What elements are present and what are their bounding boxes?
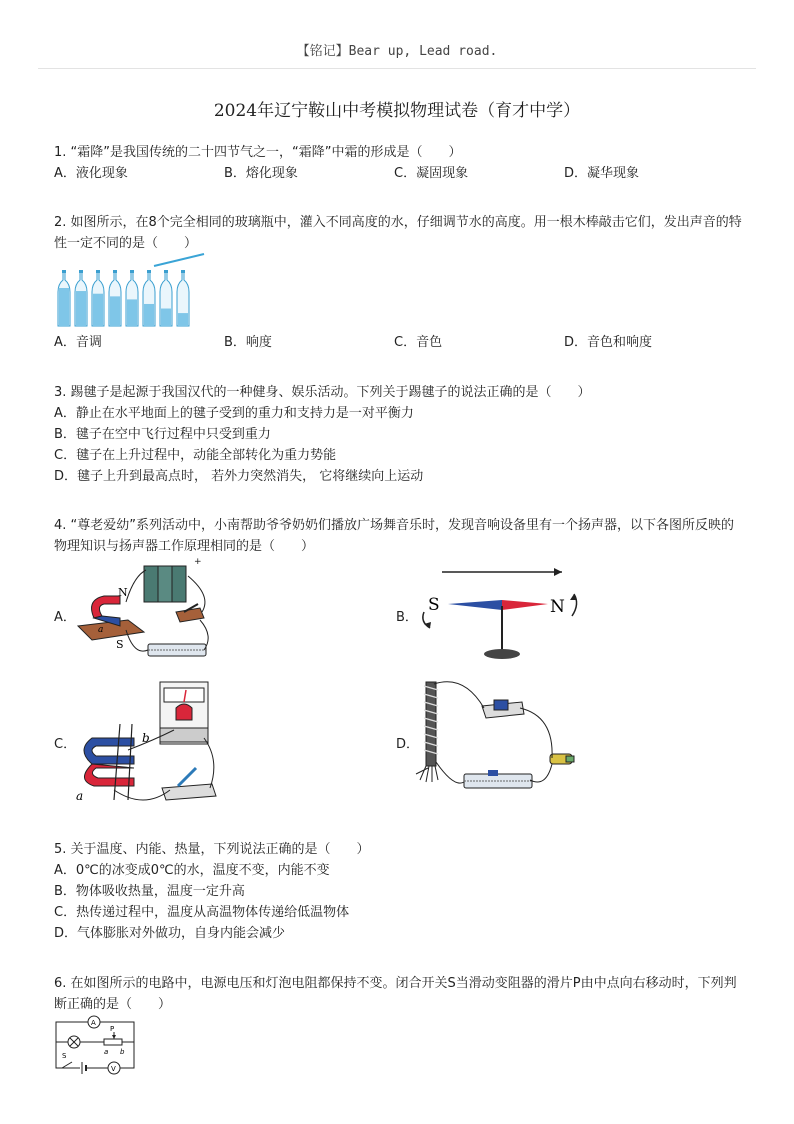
bottle-cap	[96, 270, 100, 273]
bottles-figure	[54, 252, 214, 330]
rod-a-label: a	[98, 625, 104, 635]
bottle-water	[161, 309, 171, 326]
bottle-cap	[181, 270, 185, 273]
bottle-cap	[113, 270, 117, 273]
end-a-label: a	[104, 1048, 109, 1056]
bottle-water	[178, 313, 188, 326]
bottle-cap	[147, 270, 151, 273]
question-2-options	[54, 332, 744, 353]
q4-option-d[interactable]: D．	[396, 737, 420, 752]
q3-option-d[interactable]: D．毽子上升到最高点时， 若外力突然消失， 它将继续向上运动	[54, 469, 424, 484]
page-title: 2024年辽宁鞍山中考模拟物理试卷（育才中学）	[213, 101, 581, 121]
mallet-stick	[154, 254, 204, 266]
bottle-water	[76, 291, 86, 326]
q6-circuit-diagram	[54, 1014, 138, 1074]
q2-option-d[interactable]: D．音色和响度	[564, 335, 653, 350]
q1-option-c[interactable]: C．凝固现象	[394, 166, 469, 181]
q5-option-c[interactable]: C．热传递过程中，温度从高温物体传递给低温物体	[54, 905, 350, 920]
bottle-row	[58, 270, 189, 326]
ammeter-label: A	[91, 1019, 96, 1027]
q1-option-a[interactable]: A．液化现象	[54, 166, 128, 181]
q1-option-b[interactable]: B．熔化现象	[224, 166, 298, 181]
bottle-cap	[79, 270, 83, 273]
bottle-cap	[130, 270, 134, 273]
bottle-water	[59, 288, 69, 326]
switch-s-label: S	[62, 1052, 67, 1060]
q4-figure-c-induction	[74, 680, 220, 806]
bottle-water	[144, 304, 154, 326]
slider-p-label: P	[110, 1025, 115, 1033]
q2-option-a[interactable]: A．音调	[54, 335, 102, 350]
pole-s-label: S	[116, 638, 124, 651]
q2-option-c[interactable]: C．音色	[394, 335, 443, 350]
q3-option-a[interactable]: A．静止在水平地面上的毽子受到的重力和支持力是一对平衡力	[54, 406, 414, 421]
q5-option-a[interactable]: A．0℃的冰变成0℃的水，温度不变，内能不变	[54, 863, 330, 878]
end-b-label: b	[120, 1048, 125, 1056]
q5-option-d[interactable]: D．气体膨胀对外做功，自身内能会减少	[54, 926, 286, 941]
battery-plus-label: +	[194, 557, 202, 567]
needle-n-label: N	[550, 597, 565, 617]
question-1-stem: 1. “霜降”是我国传统的二十四节气之一，“霜降”中霜的形成是（ ）	[54, 145, 462, 160]
question-6-stem: 6. 在如图所示的电路中，电源电压和灯泡电阻都保持不变。闭合开关S当滑动变阻器的滑片P由中点向右移动时，下列判断正确的是（ ）	[54, 976, 737, 1012]
q4-figure-a-motor	[76, 556, 216, 668]
q4-option-b[interactable]: B．	[396, 610, 418, 625]
bottle-water	[110, 296, 120, 326]
voltmeter-label: V	[111, 1065, 116, 1073]
question-1-options	[54, 163, 744, 184]
wire-a-label: a	[76, 789, 84, 803]
q4-figure-d-electromagnet	[414, 676, 584, 806]
q4-option-c[interactable]: C．	[54, 737, 77, 752]
q4-figure-b-compass	[414, 566, 584, 666]
bottle-cap	[62, 270, 66, 273]
pole-n-label: N	[118, 586, 128, 599]
question-4-stem: 4. “尊老爱幼”系列活动中，小南帮助爷爷奶奶们播放广场舞音乐时，发现音响设备里有一个扬声器，以下各图所反映的物理知识与扬声器工作原理相同的是（ ）	[54, 518, 735, 554]
q3-option-b[interactable]: B．毽子在空中飞行过程中只受到重力	[54, 427, 271, 442]
bottle-cap	[164, 270, 168, 273]
bottle-water	[127, 299, 137, 326]
bottle-water	[93, 294, 103, 326]
question-5-stem: 5. 关于温度、内能、热量，下列说法正确的是（ ）	[54, 842, 370, 857]
q5-option-b[interactable]: B．物体吸收热量，温度一定升高	[54, 884, 245, 899]
q4-option-a[interactable]: A．	[54, 610, 76, 625]
q2-option-b[interactable]: B．响度	[224, 335, 272, 350]
q1-option-d[interactable]: D．凝华现象	[564, 166, 640, 181]
needle-s-label: S	[428, 595, 440, 615]
question-3-stem: 3. 踢毽子是起源于我国汉代的一种健身、娱乐活动。下列关于踢毽子的说法正确的是（ ）	[54, 385, 591, 400]
header-motto: 【铭记】Bear up, Lead road.	[296, 44, 498, 59]
question-2-stem: 2. 如图所示，在8个完全相同的玻璃瓶中，灌入不同高度的水，仔细调节水的高度。用一根木棒敲击它们，发出声音的特性一定不同的是（ ）	[54, 215, 742, 251]
header-divider	[38, 68, 756, 69]
q3-option-c[interactable]: C．毽子在上升过程中，动能全部转化为重力势能	[54, 448, 337, 463]
wire-b-label: b	[142, 731, 150, 745]
